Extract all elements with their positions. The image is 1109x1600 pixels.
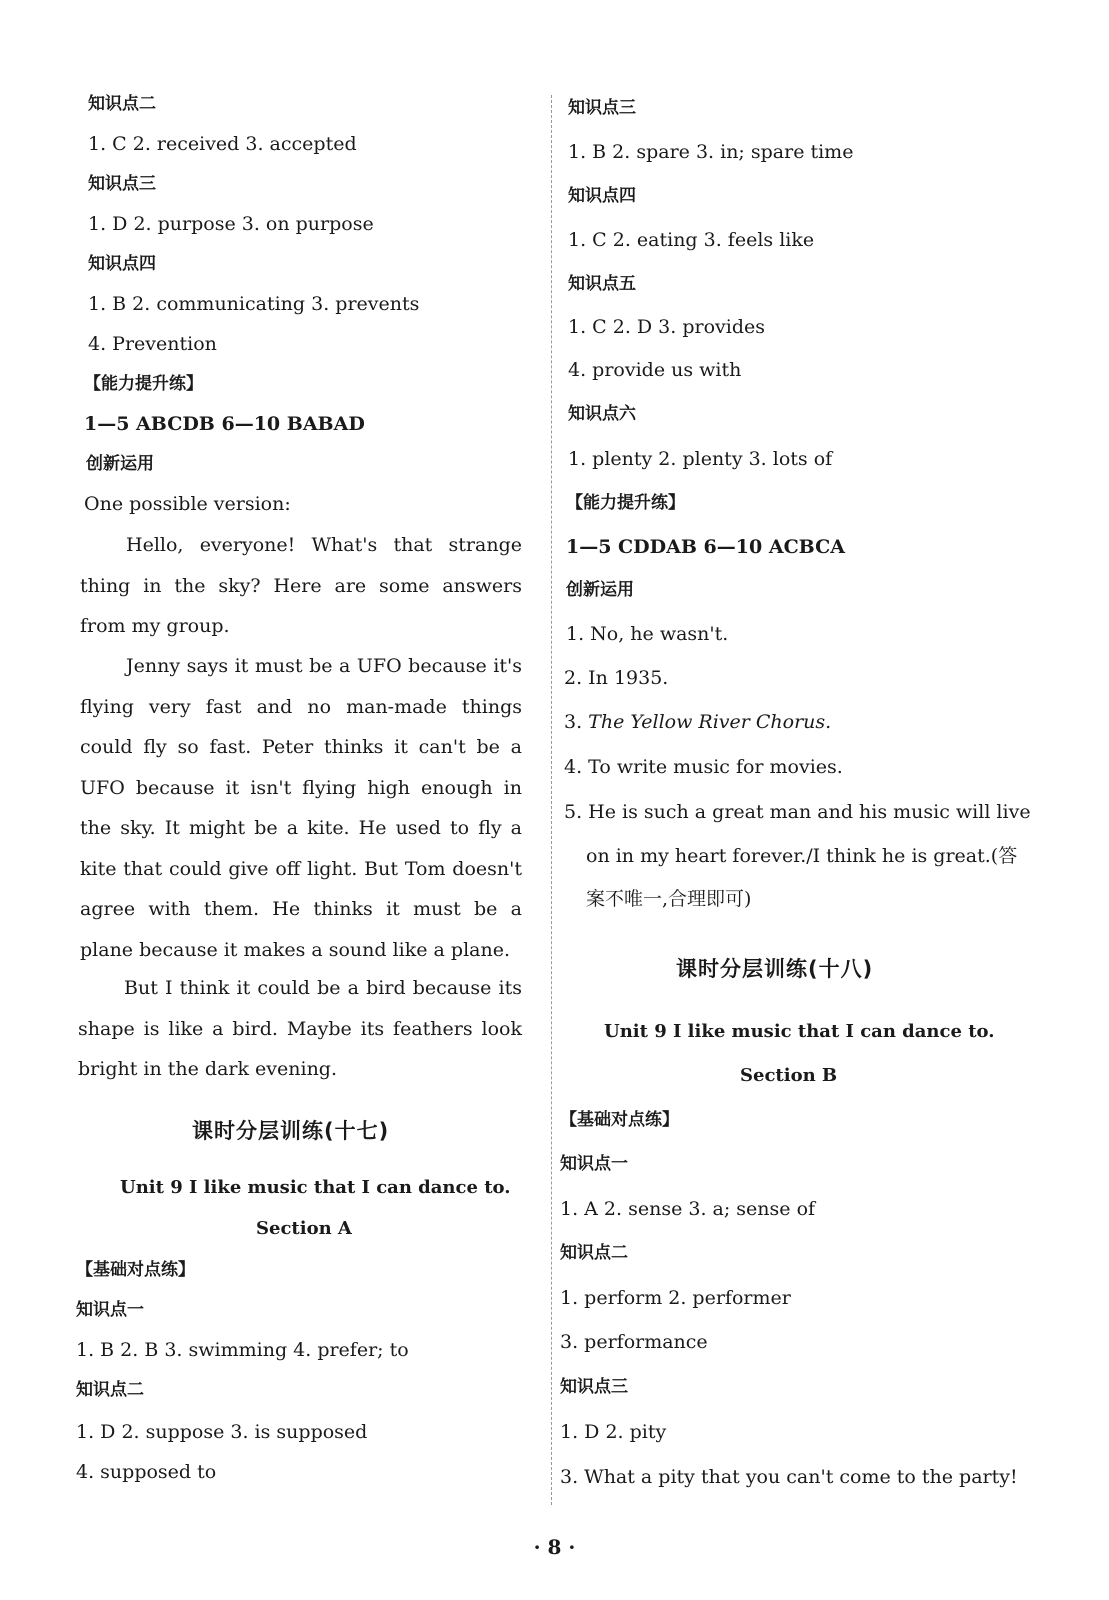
heading-knowledge-point-1: 知识点一: [76, 1300, 144, 1320]
answers-knowledge-point-2b-line1: 1. D 2. suppose 3. is supposed: [76, 1421, 368, 1443]
heading-knowledge-point-1: 知识点一: [560, 1154, 628, 1174]
innovation-answer-4: 4. To write music for movies.: [564, 756, 843, 778]
heading-knowledge-point-2b: 知识点二: [76, 1380, 144, 1400]
answers-knowledge-point-4-line1: 1. B 2. communicating 3. prevents: [88, 293, 420, 315]
heading-ability-practice: 【能力提升练】: [566, 493, 685, 513]
answers-knowledge-point-3: 1. B 2. spare 3. in; spare time: [568, 141, 854, 163]
unit-title-17: Unit 9 I like music that I can dance to.: [120, 1177, 511, 1198]
innovation-answer-3-title: The Yellow River Chorus.: [588, 711, 832, 733]
heading-basic-practice: 【基础对点练】: [560, 1110, 679, 1130]
heading-basic-practice: 【基础对点练】: [76, 1260, 195, 1280]
answers-knowledge-point-6: 1. plenty 2. plenty 3. lots of: [568, 448, 833, 470]
answers-ability-practice: 1—5 CDDAB 6—10 ACBCA: [566, 536, 845, 558]
answers-knowledge-point-3b-line1: 1. D 2. pity: [560, 1421, 667, 1443]
section-title-17: Section A: [256, 1218, 352, 1239]
answers-knowledge-point-5-line2: 4. provide us with: [568, 359, 742, 381]
heading-knowledge-point-4: 知识点四: [88, 254, 156, 274]
heading-knowledge-point-6: 知识点六: [568, 404, 636, 424]
answers-knowledge-point-4: 1. C 2. eating 3. feels like: [568, 229, 815, 251]
lesson-title-18: 课时分层训练(十八): [676, 957, 874, 981]
innovation-answer-5-line3: 案不唯一,合理即可): [586, 888, 752, 910]
innovation-answer-2: 2. In 1935.: [564, 667, 669, 689]
answers-knowledge-point-1: 1. A 2. sense 3. a; sense of: [560, 1198, 816, 1220]
answers-knowledge-point-3: 1. D 2. purpose 3. on purpose: [88, 213, 374, 235]
answers-knowledge-point-1: 1. B 2. B 3. swimming 4. prefer; to: [76, 1339, 409, 1361]
heading-knowledge-point-5: 知识点五: [568, 274, 636, 294]
answers-knowledge-point-5-line1: 1. C 2. D 3. provides: [568, 316, 766, 338]
heading-knowledge-point-3: 知识点三: [568, 98, 636, 118]
section-title-18: Section B: [740, 1065, 838, 1086]
innovation-answer-5-line2: on in my heart forever./I think he is great.(答: [586, 845, 1018, 867]
innovation-answer-3: [564, 710, 831, 734]
answers-knowledge-point-4-line2: 4. Prevention: [88, 333, 217, 355]
heading-innovation: 创新运用: [566, 580, 634, 600]
heading-innovation: 创新运用: [86, 454, 154, 474]
heading-knowledge-point-3b: 知识点三: [560, 1377, 628, 1397]
innovation-answer-3-number: 3.: [564, 711, 589, 733]
heading-knowledge-point-4: 知识点四: [568, 186, 636, 206]
version-label: One possible version:: [84, 493, 291, 515]
heading-knowledge-point-2: 知识点二: [560, 1243, 628, 1263]
answers-knowledge-point-2-line2: 3. performance: [560, 1331, 708, 1353]
innovation-answer-5-line1: 5. He is such a great man and his music will live: [564, 801, 1031, 823]
lesson-title-17: 课时分层训练(十七): [192, 1119, 390, 1143]
essay-paragraph-2: Jenny says it must be a UFO because it's flying very fast and no man-made things could fly so fast. Peter thinks it can't be a UFO because it isn't flying high enough in the sky. It might be a kite. He used to fly a kite that could give off light. But Tom doesn't agree with them. He thinks it must be a plane because it makes a sound like a plane.: [80, 655, 522, 961]
answers-knowledge-point-2: 1. C 2. received 3. accepted: [88, 133, 357, 155]
answers-knowledge-point-2b-line2: 4. supposed to: [76, 1461, 217, 1483]
essay-paragraph-1: Hello, everyone! What's that strange thing in the sky? Here are some answers from my group.: [80, 534, 522, 637]
heading-knowledge-point-3: 知识点三: [88, 174, 156, 194]
heading-knowledge-point-2: 知识点二: [88, 94, 156, 114]
essay-paragraph-3: But I think it could be a bird because its shape is like a bird. Maybe its feathers look bright in the dark evening.: [78, 977, 522, 1080]
page-number: · 8 ·: [533, 1535, 576, 1559]
column-divider: [551, 95, 552, 1505]
unit-title-18: Unit 9 I like music that I can dance to.: [604, 1021, 995, 1042]
answers-ability-practice: 1—5 ABCDB 6—10 BABAD: [84, 413, 365, 435]
innovation-answer-1: 1. No, he wasn't.: [566, 623, 729, 645]
answers-knowledge-point-3b-line2: 3. What a pity that you can't come to the party!: [560, 1466, 1018, 1488]
answers-knowledge-point-2-line1: 1. perform 2. performer: [560, 1287, 791, 1309]
heading-ability-practice: 【能力提升练】: [84, 374, 203, 394]
